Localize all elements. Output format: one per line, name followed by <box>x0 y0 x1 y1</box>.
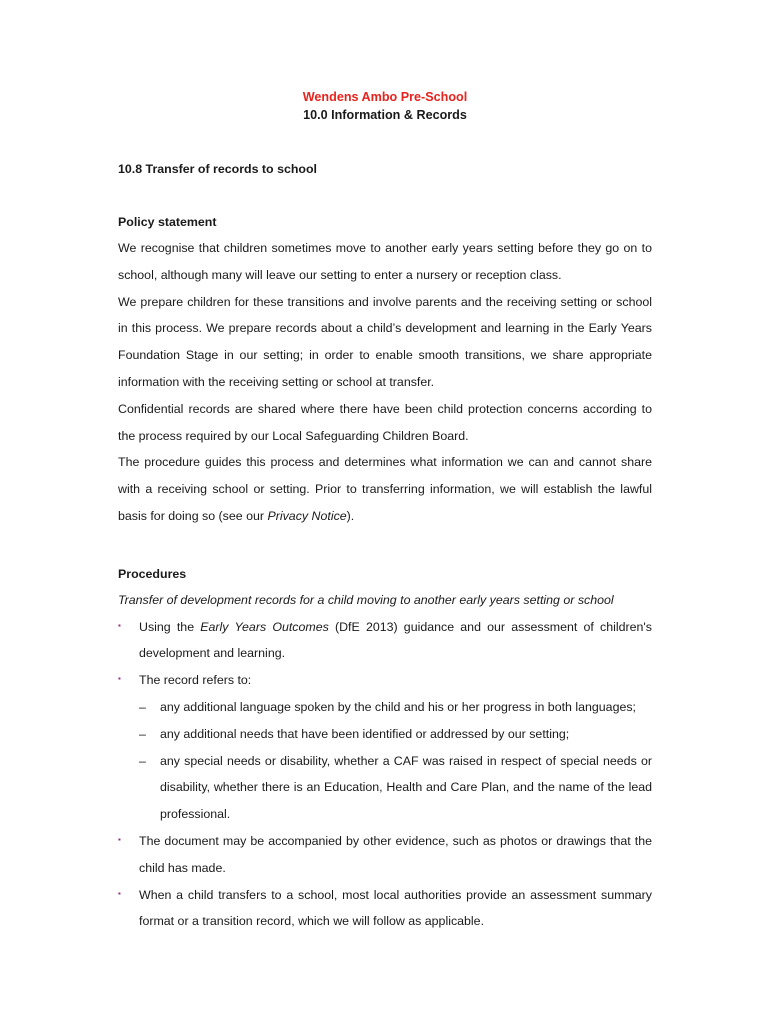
list-item-text: Using the <box>139 619 201 634</box>
dash-icon: – <box>139 726 146 741</box>
square-bullet-icon: ▪ <box>118 620 121 630</box>
sub-list-item-text: any special needs or disability, whether a CAF was raised in respect of special needs or disability, whether there is an Education, Health and Care Plan, and the name of the lead professional. <box>160 753 652 822</box>
paragraph-text: ). <box>346 508 355 523</box>
early-years-outcomes-ref: Early Years Outcomes <box>200 619 329 634</box>
policy-statement-title: Policy statement <box>118 215 217 229</box>
policy-paragraph: We prepare children for these transitions and involve parents and the receiving setting or school in this process. We prepare records about a child’s development and learning in the Early Years Foundation Stage in our setting; in order to enable smooth transitions, we share appropriate information with the receiving setting or school at transfer. <box>118 294 652 389</box>
privacy-notice-ref: Privacy Notice <box>267 508 347 523</box>
dash-icon: – <box>139 699 146 714</box>
list-item <box>118 614 652 668</box>
square-bullet-icon: ▪ <box>118 674 121 684</box>
sub-list-item <box>139 694 652 721</box>
list-item <box>118 667 652 828</box>
policy-paragraph: We recognise that children sometimes move to another early years setting before they go on to school, although many will leave our setting to enter a nursery or reception class. <box>118 241 652 282</box>
policy-paragraph: Confidential records are shared where there have been child protection concerns according to the process required by our Local Safeguarding Children Board. <box>118 401 652 443</box>
list-item-text: (DfE 2013) guidance and our assessment of children's development and learning. <box>139 619 652 661</box>
sub-list-item-text: any additional language spoken by the child and his or her progress in both languages; <box>160 699 636 714</box>
procedure-list <box>118 614 652 936</box>
list-item-text: The document may be accompanied by other evidence, such as photos or drawings that the child has made. <box>139 833 652 875</box>
org-name: Wendens Ambo Pre-School <box>302 90 468 104</box>
document-body <box>118 160 652 935</box>
procedures-subtitle: Transfer of development records for a child moving to another early years setting or school <box>118 592 614 607</box>
sub-list-item <box>139 721 652 748</box>
list-item <box>118 828 652 882</box>
policy-heading: 10.8 Transfer of records to school <box>118 162 317 176</box>
document-header <box>0 88 770 124</box>
procedures-title: Procedures <box>118 566 187 581</box>
list-item-text: The record refers to: <box>139 673 252 688</box>
square-bullet-icon: ▪ <box>118 888 121 898</box>
list-item-text: When a child transfers to a school, most local authorities provide an assessment summary format or a transition record, which we will follow as applicable. <box>139 887 652 929</box>
sub-list-item-text: any additional needs that have been identified or addressed by our setting; <box>160 726 570 741</box>
dash-icon: – <box>139 753 146 768</box>
square-bullet-icon: ▪ <box>118 834 121 844</box>
sub-list-item <box>139 748 652 828</box>
policy-paragraph <box>118 449 652 529</box>
list-item <box>118 882 652 936</box>
section-title: 10.0 Information & Records <box>303 108 467 122</box>
record-contents-list <box>139 694 652 828</box>
paragraph-text: The procedure guides this process and determines what information we can and cannot share with a receiving school or setting. Prior to transferring information, we will establish the lawful basis for doing so (see our <box>118 455 652 523</box>
